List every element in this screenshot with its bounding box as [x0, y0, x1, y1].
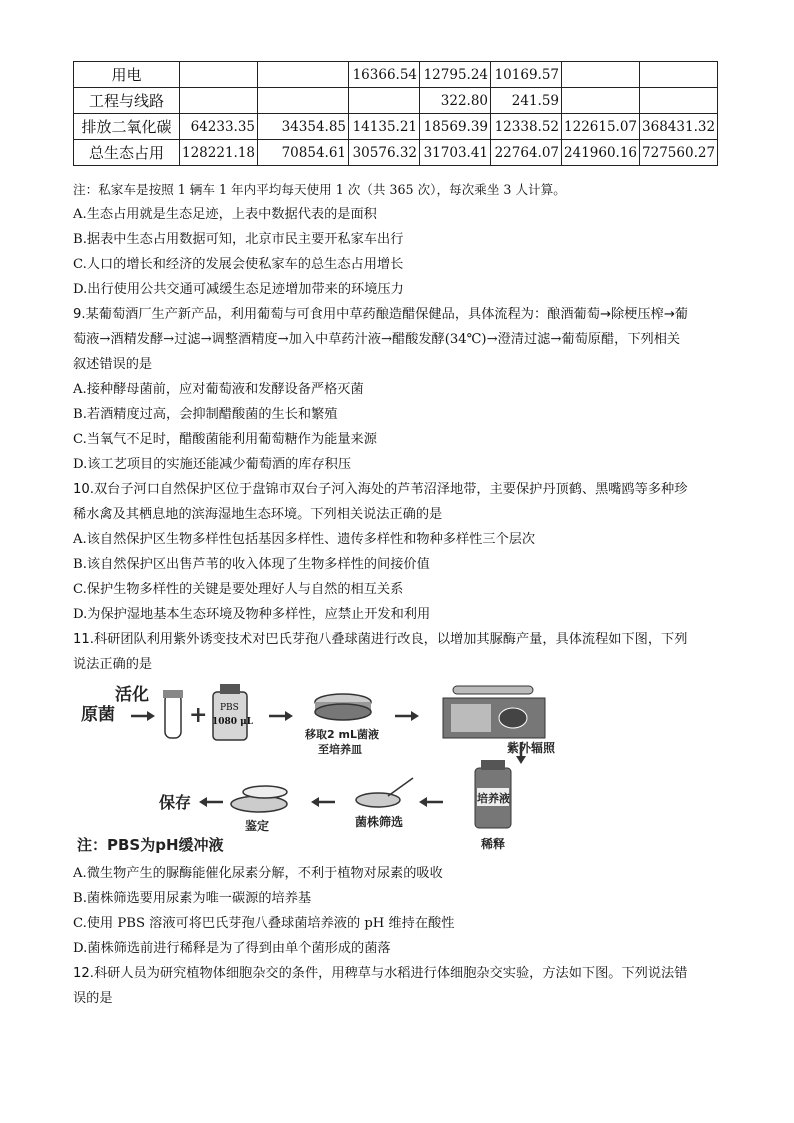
- text-line: 稀水禽及其栖息地的滨海湿地生态环境。下列相关说法正确的是: [73, 507, 443, 522]
- text-line: A.接种酵母菌前，应对葡萄液和发酵设备严格灭菌: [73, 382, 364, 397]
- ecological-footprint-table: [73, 61, 718, 166]
- table-cell: [180, 62, 258, 88]
- table-cell: 322.80: [420, 88, 491, 114]
- table-cell: [640, 88, 718, 114]
- text-line: A.生态占用就是生态足迹，上表中数据代表的是面积: [73, 207, 377, 222]
- original-strain-label: 原菌: [81, 705, 115, 725]
- table-cell: [258, 88, 349, 114]
- table-note: 注：私家车是按照 1 辆车 1 年内平均每天使用 1 次（共 365 次），每次乘坐 3 人计算。: [73, 182, 566, 197]
- text-line: B.菌株筛选要用尿素为唯一碳源的培养基: [73, 891, 312, 906]
- table-cell: 12338.52: [491, 114, 562, 140]
- table-cell: 16366.54: [349, 62, 420, 88]
- figure-note: 注：PBS为pH缓冲液: [77, 836, 224, 854]
- table-cell: 64233.35: [180, 114, 258, 140]
- text-line: C.保护生物多样性的关键是要处理好人与自然的相互关系: [73, 582, 404, 597]
- svg-text:培养液: 培养液: [477, 792, 510, 805]
- table-cell: [349, 88, 420, 114]
- table-cell: [562, 88, 640, 114]
- text-line: C.当氧气不足时，醋酸菌能利用葡萄糖作为能量来源: [73, 432, 377, 447]
- table-cell: 14135.21: [349, 114, 420, 140]
- text-line: C.人口的增长和经济的发展会使私家车的总生态占用增长: [73, 257, 404, 272]
- text-line: D.该工艺项目的实施还能减少葡萄酒的库存积压: [73, 457, 352, 472]
- text-line: D.为保护湿地基本生态环境及物种多样性，应禁止开发和利用: [73, 607, 431, 622]
- table-cell: 10169.57: [491, 62, 562, 88]
- table-cell: 34354.85: [258, 114, 349, 140]
- text-line: A.该自然保护区生物多样性包括基因多样性、遗传多样性和物种多样性三个层次: [73, 532, 536, 547]
- table-row: [74, 140, 718, 166]
- text-line: 误的是: [73, 991, 113, 1006]
- activate-label: 活化: [115, 685, 149, 705]
- table-cell: 128221.18: [180, 140, 258, 166]
- table-cell: 22764.07: [491, 140, 562, 166]
- table-row: [74, 88, 718, 114]
- row-label: 用电: [74, 62, 180, 88]
- svg-text:鉴定: 鉴定: [245, 819, 270, 833]
- table-cell: [180, 88, 258, 114]
- pbs-bottle-icon: [213, 692, 247, 740]
- save-label: 保存: [159, 793, 192, 812]
- table-cell: [258, 62, 349, 88]
- text-line: A.微生物产生的脲酶能催化尿素分解，不利于植物对尿素的吸收: [73, 866, 443, 881]
- table-row: [74, 114, 718, 140]
- text-line: 10.双台子河口自然保护区位于盘锦市双台子河入海处的芦苇沼泽地带，主要保护丹顶鹤、黑嘴鸥等多种珍: [73, 482, 688, 497]
- table-cell: 70854.61: [258, 140, 349, 166]
- text-line: 9.某葡萄酒厂生产新产品，利用葡萄与可食用中草药酿造醋保健品，具体流程为：酿酒葡萄→除梗压榨→葡: [73, 307, 688, 322]
- text-line: 叙述错误的是: [73, 357, 153, 372]
- svg-text:+: +: [189, 702, 208, 728]
- table-cell: 30576.32: [349, 140, 420, 166]
- table-cell: [640, 62, 718, 88]
- text-line: D.菌株筛选前进行稀释是为了得到由单个菌形成的菌落: [73, 941, 391, 956]
- svg-text:紫外辐照: 紫外辐照: [507, 741, 556, 755]
- table-cell: 18569.39: [420, 114, 491, 140]
- table-row: [74, 62, 718, 88]
- table-cell: 727560.27: [640, 140, 718, 166]
- table-cell: 241960.16: [562, 140, 640, 166]
- row-label: 工程与线路: [74, 88, 180, 114]
- text-line: 说法正确的是: [73, 657, 153, 672]
- text-line: D.出行使用公共交通可减缓生态足迹增加带来的环境压力: [73, 282, 404, 297]
- svg-text:1080 μL: 1080 μL: [212, 717, 254, 727]
- svg-text:PBS: PBS: [220, 703, 239, 713]
- screening-dish-icon: [356, 793, 400, 807]
- svg-text:移取2 mL菌液: 移取2 mL菌液: [305, 728, 379, 741]
- text-line: 萄液→酒精发酵→过滤→调整酒精度→加入中草药汁液→醋酸发酵(34℃)→澄清过滤→葡萄原醋，下列相关: [73, 332, 681, 347]
- row-label: 总生态占用: [74, 140, 180, 166]
- text-line: B.若酒精度过高，会抑制醋酸菌的生长和繁殖: [73, 407, 338, 422]
- text-line: C.使用 PBS 溶液可将巴氏芽孢八叠球菌培养液的 pH 维持在酸性: [73, 916, 455, 931]
- table-cell: 31703.41: [420, 140, 491, 166]
- table-cell: 241.59: [491, 88, 562, 114]
- test-tube-icon: [165, 694, 181, 738]
- row-label: 排放二氧化碳: [74, 114, 180, 140]
- text-line: B.据表中生态占用数据可知，北京市民主要开私家车出行: [73, 232, 404, 247]
- text-line: 11.科研团队利用紫外诱变技术对巴氏芽孢八叠球菌进行改良，以增加其脲酶产量，具体流程如下图，下列: [73, 632, 688, 647]
- svg-text:稀释: 稀释: [481, 837, 506, 851]
- table-cell: [562, 62, 640, 88]
- table-cell: 12795.24: [420, 62, 491, 88]
- table-cell: 368431.32: [640, 114, 718, 140]
- table-cell: 122615.07: [562, 114, 640, 140]
- text-line: B.该自然保护区出售芦苇的收入体现了生物多样性的间接价值: [73, 557, 430, 572]
- svg-text:菌株筛选: 菌株筛选: [355, 815, 404, 829]
- uv-lamp-icon: [453, 686, 533, 694]
- process-figure: [73, 680, 725, 855]
- text-line: 12.科研人员为研究植物体细胞杂交的条件，用稗草与水稻进行体细胞杂交实验，方法如下图。下列说法错: [73, 966, 688, 981]
- svg-text:至培养皿: 至培养皿: [318, 743, 362, 756]
